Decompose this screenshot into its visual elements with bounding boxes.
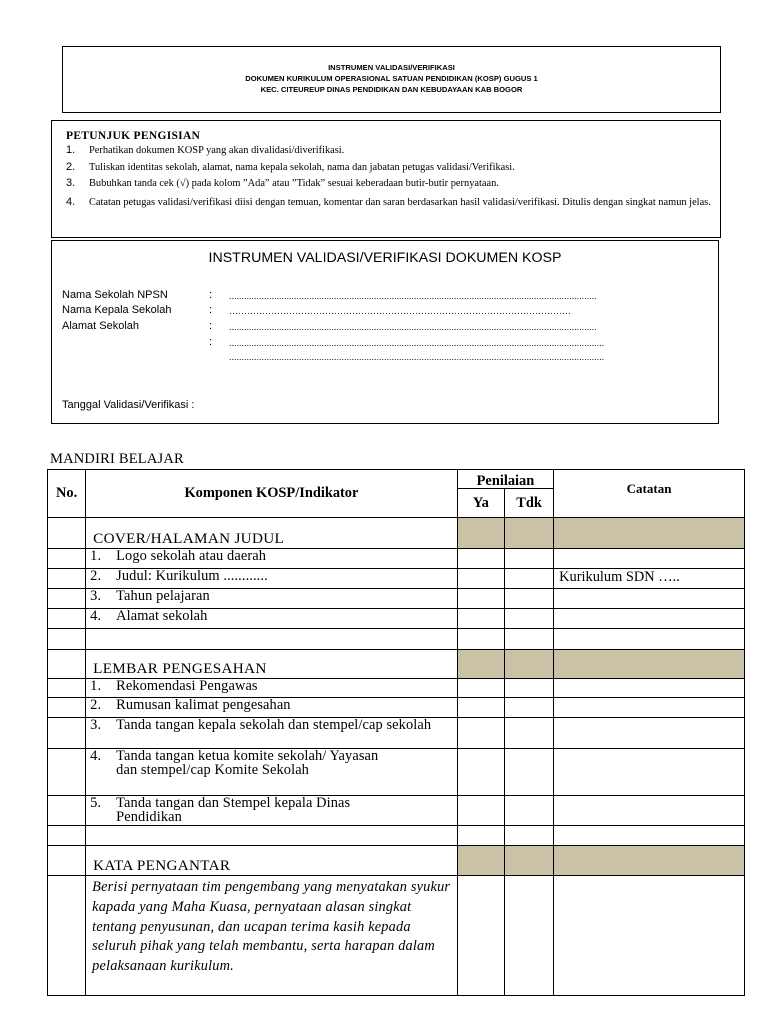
instruction-number: 3. — [66, 177, 76, 189]
table-cell — [457, 826, 504, 846]
header-no: No. — [48, 470, 86, 518]
indicator-text: Tanda tangan kepala sekolah dan stempel/cap sekolah — [116, 717, 432, 733]
header-line-1: INSTRUMEN VALIDASI/VERIFIKASI — [328, 63, 455, 72]
table-cell — [48, 518, 86, 549]
table-row — [48, 718, 745, 749]
table-cell — [554, 826, 745, 846]
tdk-cell[interactable] — [504, 589, 553, 609]
ya-cell[interactable] — [457, 679, 504, 698]
indicator-cell — [86, 609, 458, 629]
ya-cell[interactable] — [457, 698, 504, 718]
section-row-kata-pengantar — [48, 846, 745, 876]
indicator-number: 1. — [90, 678, 102, 694]
table-row — [48, 679, 745, 698]
section-title: LEMBAR PENGESAHAN — [86, 650, 458, 679]
table-cell — [48, 826, 86, 846]
catatan-cell — [554, 518, 745, 549]
section-row-pengesahan — [48, 650, 745, 679]
indicator-cell — [86, 549, 458, 569]
header-line-2: DOKUMEN KURIKULUM OPERASIONAL SATUAN PENDIDIKAN (KOSP) GUGUS 1 — [245, 74, 538, 83]
tdk-cell — [504, 846, 553, 876]
instruction-text: Bubuhkan tanda cek (√) pada kolom ”Ada” atau ”Tidak” sesuai keberadaan butir-butir pernyataan. — [89, 178, 499, 189]
tdk-cell[interactable] — [504, 679, 553, 698]
table-cell — [48, 569, 86, 589]
section-row-cover — [48, 518, 745, 549]
indicator-number: 2. — [90, 568, 102, 584]
tdk-cell[interactable] — [504, 796, 553, 826]
indicator-text: Tanda tangan dan Stempel kepala Dinas Pendidikan — [116, 795, 351, 825]
table-cell — [457, 629, 504, 650]
indicator-number: 1. — [90, 548, 102, 564]
table-cell — [504, 826, 553, 846]
indicator-cell — [86, 589, 458, 609]
indicator-number: 3. — [90, 588, 102, 604]
indicator-cell — [86, 679, 458, 698]
indicator-text: Tanda tangan ketua komite sekolah/ Yayasan dan stempel/cap Komite Sekolah — [116, 748, 379, 778]
field-colon: : — [209, 336, 213, 348]
ya-cell[interactable] — [457, 549, 504, 569]
identity-title: INSTRUMEN VALIDASI/VERIFIKASI DOKUMEN KOSP — [208, 250, 562, 266]
field-colon: : — [209, 320, 213, 332]
tdk-cell — [504, 650, 553, 679]
tdk-cell[interactable] — [504, 609, 553, 629]
table-row — [48, 569, 745, 589]
section-description: Berisi pernyataan tim pengembang yang menyatakan syukur kapada yang Maha Kuasa, pernyataan alasan singkat tentang penyusunan, dan ucapan terima kasih kepada seluruh pihak yang telah membantu, serta harapan dalam pelaksanaan kurikulum. — [86, 876, 458, 996]
table-cell — [48, 846, 86, 876]
table-cell — [48, 650, 86, 679]
table-row — [48, 609, 745, 629]
instruction-number: 4. — [66, 195, 76, 208]
section-title: COVER/HALAMAN JUDUL — [86, 518, 458, 549]
field-alamat-line-2 — [62, 336, 227, 348]
table-cell — [48, 679, 86, 698]
table-cell — [48, 609, 86, 629]
section-title: KATA PENGANTAR — [86, 846, 458, 876]
ya-cell[interactable] — [457, 589, 504, 609]
section-label: MANDIRI BELAJAR — [50, 451, 184, 467]
header-ya: Ya — [457, 489, 504, 518]
field-fill-line: ................................................................................................................................................... — [229, 291, 597, 301]
catatan-cell[interactable] — [554, 609, 745, 629]
table-row — [48, 549, 745, 569]
table-cell — [48, 589, 86, 609]
table-cell — [504, 629, 553, 650]
field-fill-line: ................................................................................................................................................... — [229, 322, 597, 332]
ya-cell[interactable] — [457, 569, 504, 589]
indicator-number: 3. — [90, 717, 102, 733]
ya-cell — [457, 846, 504, 876]
header-penilaian: Penilaian — [457, 470, 553, 489]
table-row — [48, 589, 745, 609]
table-row — [48, 698, 745, 718]
identity-box — [51, 240, 719, 424]
table-cell — [86, 826, 458, 846]
ya-cell[interactable] — [457, 749, 504, 796]
tdk-cell — [504, 518, 553, 549]
field-label: Alamat Sekolah — [62, 320, 140, 332]
indicator-text: Rumusan kalimat pengesahan — [116, 697, 291, 713]
catatan-cell[interactable] — [554, 718, 745, 749]
tdk-cell[interactable] — [504, 718, 553, 749]
table-cell — [86, 629, 458, 650]
header-line-3: KEC. CITEUREUP DINAS PENDIDIKAN DAN KEBUDAYAAN KAB BOGOR — [260, 85, 523, 94]
field-colon: : — [209, 304, 213, 316]
indicator-number: 5. — [90, 795, 102, 811]
catatan-cell[interactable] — [554, 749, 745, 796]
indicator-cell — [86, 796, 458, 826]
table-cell — [48, 629, 86, 650]
table-cell — [48, 796, 86, 826]
table-cell — [48, 749, 86, 796]
instruction-number: 2. — [66, 160, 76, 173]
indicator-number: 2. — [90, 697, 102, 713]
field-alamat-sekolah — [62, 320, 227, 332]
instruction-item — [66, 145, 720, 158]
table-cell — [48, 549, 86, 569]
catatan-cell[interactable] — [554, 589, 745, 609]
catatan-cell — [554, 846, 745, 876]
field-label: Nama Sekolah NPSN — [62, 289, 168, 301]
ya-cell — [457, 650, 504, 679]
header-komponen: Komponen KOSP/Indikator — [86, 470, 458, 518]
indicator-cell — [86, 718, 458, 749]
instruction-item — [66, 162, 720, 175]
ya-cell[interactable] — [457, 718, 504, 749]
ya-cell[interactable] — [457, 609, 504, 629]
tdk-cell[interactable] — [504, 876, 553, 996]
indicator-text: Tahun pelajaran — [116, 588, 210, 604]
table-header-row — [48, 470, 745, 489]
table-cell — [554, 629, 745, 650]
table-row — [48, 796, 745, 826]
field-fill-line: ...................................................................................................................................................... — [229, 338, 605, 348]
tdk-cell[interactable] — [504, 569, 553, 589]
table-row-empty — [48, 629, 745, 650]
catatan-cell[interactable]: Kurikulum SDN ….. — [554, 569, 745, 589]
indicator-text: Judul: Kurikulum ............ — [116, 568, 268, 584]
field-label: Nama Kepala Sekolah — [62, 304, 172, 316]
ya-cell — [457, 518, 504, 549]
validation-date-label: Tanggal Validasi/Verifikasi : — [62, 399, 195, 411]
field-colon: : — [209, 289, 213, 301]
table-row — [48, 749, 745, 796]
tdk-cell[interactable] — [504, 698, 553, 718]
catatan-cell[interactable] — [554, 679, 745, 698]
table-cell — [48, 876, 86, 996]
indicator-number: 4. — [90, 748, 102, 764]
catatan-cell[interactable] — [554, 796, 745, 826]
indicator-cell — [86, 698, 458, 718]
indicator-text: Logo sekolah atau daerah — [116, 548, 266, 564]
instructions-title: PETUNJUK PENGISIAN — [66, 130, 201, 142]
catatan-cell[interactable] — [554, 698, 745, 718]
instruction-text: Tuliskan identitas sekolah, alamat, nama kepala sekolah, nama dan jabatan petugas validasi/Verifikasi. — [89, 161, 515, 173]
tdk-cell[interactable] — [504, 549, 553, 569]
ya-cell[interactable] — [457, 796, 504, 826]
instruction-item — [66, 178, 720, 191]
field-nama-kepala-sekolah — [62, 304, 227, 316]
catatan-cell[interactable] — [554, 876, 745, 996]
ya-cell[interactable] — [457, 876, 504, 996]
catatan-cell[interactable] — [554, 549, 745, 569]
header-catatan: Catatan — [554, 470, 745, 518]
instruction-number: 1. — [66, 144, 76, 156]
field-nama-sekolah — [62, 289, 227, 301]
field-fill-line: …………………………………………………………………………………………………… — [229, 306, 571, 316]
instruction-text: Perhatikan dokumen KOSP yang akan divalidasi/diverifikasi. — [89, 145, 345, 156]
table-cell — [48, 698, 86, 718]
indicator-text: Rekomendasi Pengawas — [116, 678, 258, 694]
field-fill-line: ...................................................................................................................................................... — [229, 352, 605, 362]
document-header — [62, 46, 721, 113]
instruction-text: Catatan petugas validasi/verifikasi diisi dengan temuan, komentar dan saran berdasarkan hasil validasi/verifikasi. Ditulis dengan singkat namun jelas. — [89, 196, 711, 208]
header-tdk: Tdk — [504, 489, 553, 518]
indicator-number: 4. — [90, 608, 102, 624]
tdk-cell[interactable] — [504, 749, 553, 796]
indicator-text: Alamat sekolah — [116, 608, 208, 624]
table-cell — [48, 718, 86, 749]
indicator-cell — [86, 569, 458, 589]
kosp-table — [47, 469, 745, 996]
catatan-cell — [554, 650, 745, 679]
instruction-item — [66, 197, 720, 210]
table-row — [48, 876, 745, 996]
instructions-box — [51, 120, 721, 238]
indicator-cell — [86, 749, 458, 796]
table-row-empty — [48, 826, 745, 846]
